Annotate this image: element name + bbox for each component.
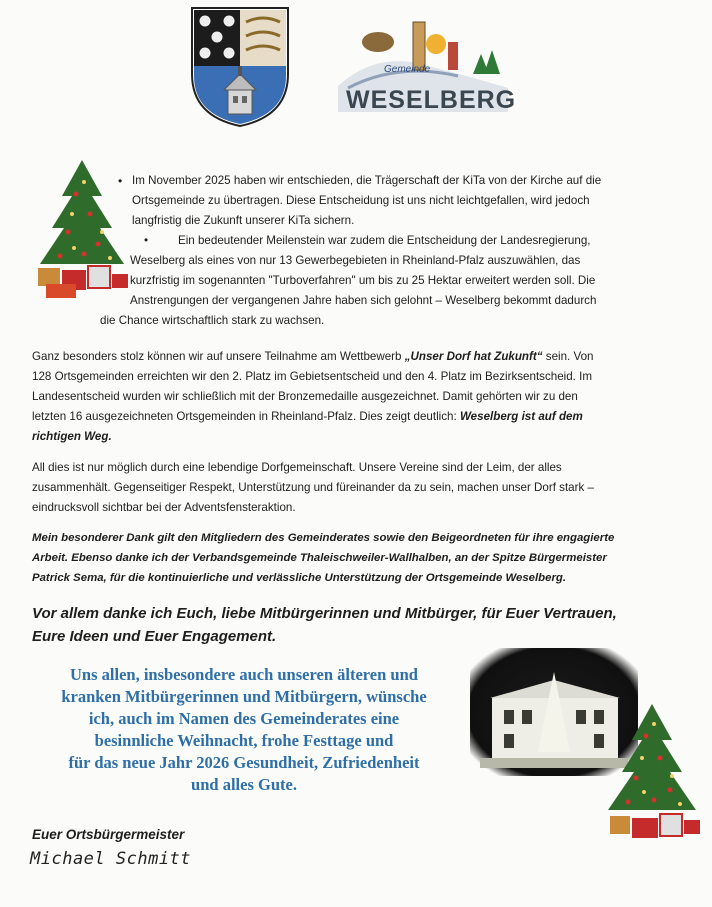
coat-of-arms <box>188 4 292 130</box>
paragraph-2: • Ein bedeutender Meilenstein war zudem die Entscheidung der Landesregierung, Weselberg als eines von nur 13 Gewerbegebieten in Rheinland-Pfalz auszuwählen, das kurzfristig im sogenannten "Turboverfahren" um bis zu 25 Hektar erweitert werden soll. Die Anstrengungen der vergangenen Jahre haben sich gelohnt – Weselberg bekommt dadurch die Chance wirtschaftlich stark zu wachsen. <box>100 231 700 331</box>
competition-name: „Unser Dorf hat Zukunft“ <box>404 350 543 363</box>
paragraph-6: Vor allem danke ich Euch, liebe Mitbürgerinnen und Mitbürger, für Euer Vertrauen, Eure Ideen und Euer Engagement. <box>32 605 617 645</box>
signature-title: Euer Ortsbürgermeister <box>32 827 185 842</box>
bullet-marker: • <box>144 234 149 247</box>
paragraph-1: Im November 2025 haben wir entschieden, die Trägerschaft der KiTa von der Kirche auf die Ortsgemeinde zu übertragen. Diese Entscheidung ist uns nicht leichtgefallen, wird jedoch langfristig die Zukunft unserer KiTa sichern. <box>132 174 602 227</box>
paragraph-4: All dies ist nur möglich durch eine lebendige Dorfgemeinschaft. Unsere Vereine sind der Leim, der alles zusammenhält. Gegenseitiger Respekt, Unterstützung und füreinander da zu sein, machen unser Dorf stark – eindrucksvoll sichtbar bei der Adventsfensteraktion. <box>32 461 594 514</box>
signature-name: Michael Schmitt <box>30 849 192 869</box>
christmas-tree-right-icon <box>600 700 704 848</box>
logo-title: WESELBERG <box>346 86 517 114</box>
bullet-marker: • <box>118 174 123 188</box>
christmas-greeting: Uns allen, insbesondere auch unseren älteren und kranken Mitbürgerinnen und Mitbürgern, wünsche ich, auch im Namen des Gemeinderates eine besinnliche Weihnacht, frohe Festtage und für das neue Jahr 2026 Gesundheit, Zufriedenheit und alles Gute. <box>61 665 427 794</box>
municipality-logo <box>318 16 518 126</box>
paragraph-5: Mein besonderer Dank gilt den Mitgliedern des Gemeinderates sowie den Beigeordneten für ihre engagierte Arbeit. Ebenso danke ich der Verbandsgemeinde Thaleischweiler-Wallhalben, an der Spitze Bürgermeister Patrick Sema, für die kontinuierliche und verlässliche Unterstützung der Ortsgemeinde Weselberg. <box>32 532 615 584</box>
paragraph-3: Ganz besonders stolz können wir auf unsere Teilnahme am Wettbewerb „Unser Dorf hat Zukunft“ sein. Von 128 Ortsgemeinden erreichten wir den 2. Platz im Gebietsentscheid und den 4. Platz im Bezirksentscheid. Im Landesentscheid wurden wir schließlich mit der Bronzemedaille ausgezeichnet. Damit gehörten wir zu den letzten 16 ausgezeichneten Ortsgemeinden in Rheinland-Pfalz. Dies zeigt deutlich: Weselberg ist auf dem richtigen Weg. <box>32 350 594 443</box>
logo-subtitle: Gemeinde <box>384 64 431 75</box>
